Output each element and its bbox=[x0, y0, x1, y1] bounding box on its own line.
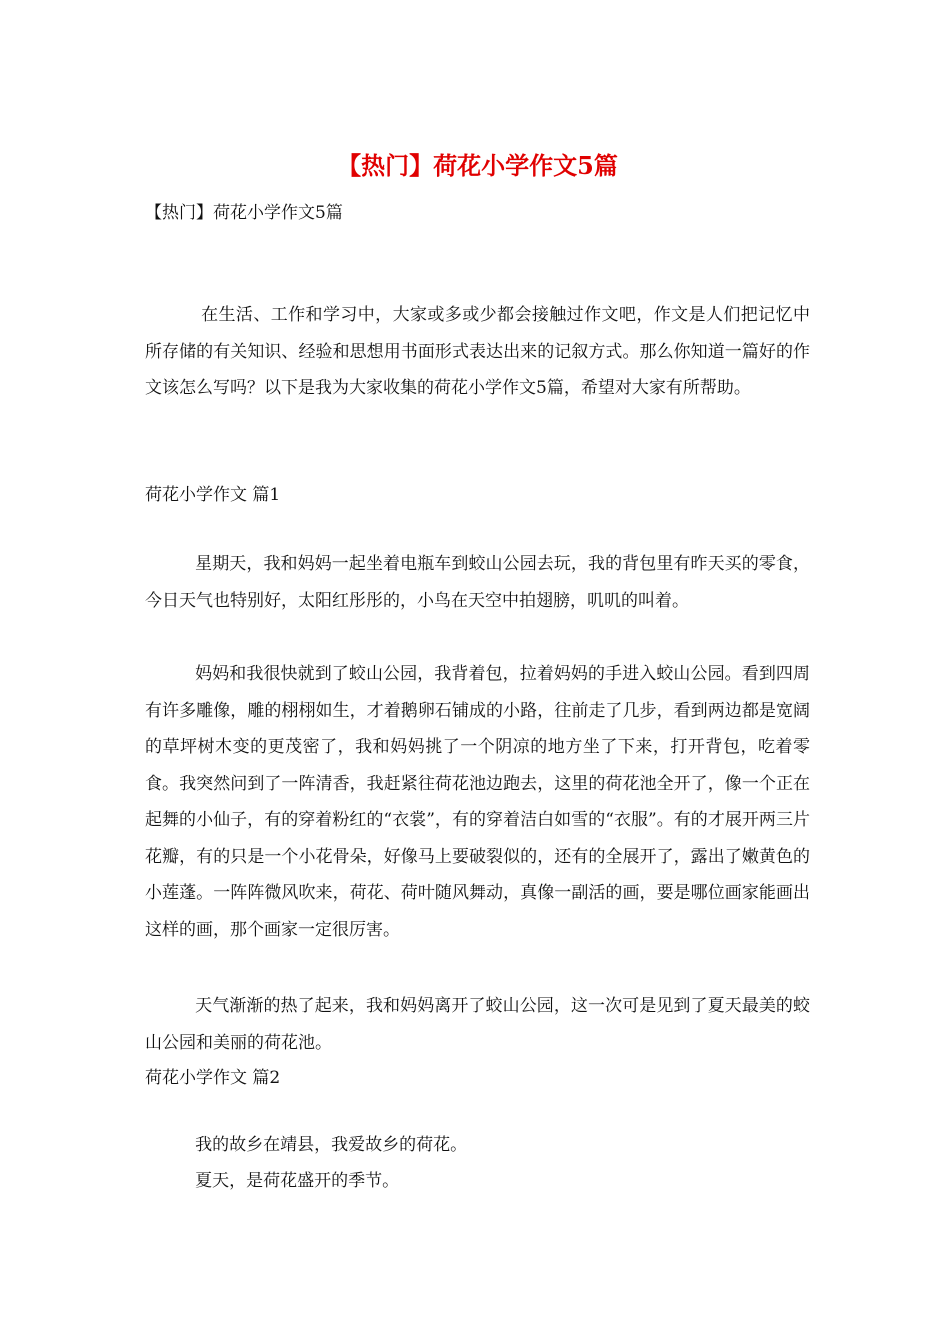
section-2-paragraph-1: 我的故乡在靖县，我爱故乡的荷花。 bbox=[195, 1135, 468, 1155]
document-title: 【热门】荷花小学作文5篇 bbox=[337, 151, 618, 180]
section-heading-2: 荷花小学作文 篇2 bbox=[145, 1068, 281, 1088]
section-1-paragraph-2: 妈妈和我很快就到了蛟山公园，我背着包，拉着妈妈的手进入蛟山公园。看到四周有许多雕像，雕的栩栩如生，才着鹅卵石铺成的小路，往前走了几步，看到两边都是宽阔的草坪树木变的更茂密了，我和妈妈挑了一个阴凉的地方坐了下来，打开背包，吃着零食。我突然问到了一阵清香，我赶紧往荷花池边跑去，这里的荷花池全开了，像一个正在起舞的小仙子，有的穿着粉红的“衣裳”，有的穿着洁白如雪的“衣服”。有的才展开两三片花瓣，有的只是一个小花骨朵，好像马上要破裂似的，还有的全展开了，露出了嫩黄色的小莲蓬。一阵阵微风吹来，荷花、荷叶随风舞动，真像一副活的画，要是哪位画家能画出这样的画，那个画家一定很厉害。 bbox=[145, 664, 810, 940]
section-2-paragraph-2: 夏天，是荷花盛开的季节。 bbox=[195, 1171, 400, 1191]
document-subtitle: 【热门】荷花小学作文5篇 bbox=[145, 203, 343, 223]
section-heading-1: 荷花小学作文 篇1 bbox=[145, 485, 281, 505]
section-1-paragraph-3: 天气渐渐的热了起来，我和妈妈离开了蛟山公园，这一次可是见到了夏天最美的蛟山公园和美丽的荷花池。 bbox=[145, 996, 810, 1053]
section-1-paragraph-1: 星期天，我和妈妈一起坐着电瓶车到蛟山公园去玩，我的背包里有昨天买的零食，今日天气也特别好，太阳红彤彤的，小鸟在天空中拍翅膀，叽叽的叫着。 bbox=[145, 554, 810, 611]
intro-paragraph: 在生活、工作和学习中，大家或多或少都会接触过作文吧，作文是人们把记忆中所存储的有关知识、经验和思想用书面形式表达出来的记叙方式。那么你知道一篇好的作文该怎么写吗？以下是我为大家收集的荷花小学作文5篇，希望对大家有所帮助。 bbox=[145, 305, 810, 398]
